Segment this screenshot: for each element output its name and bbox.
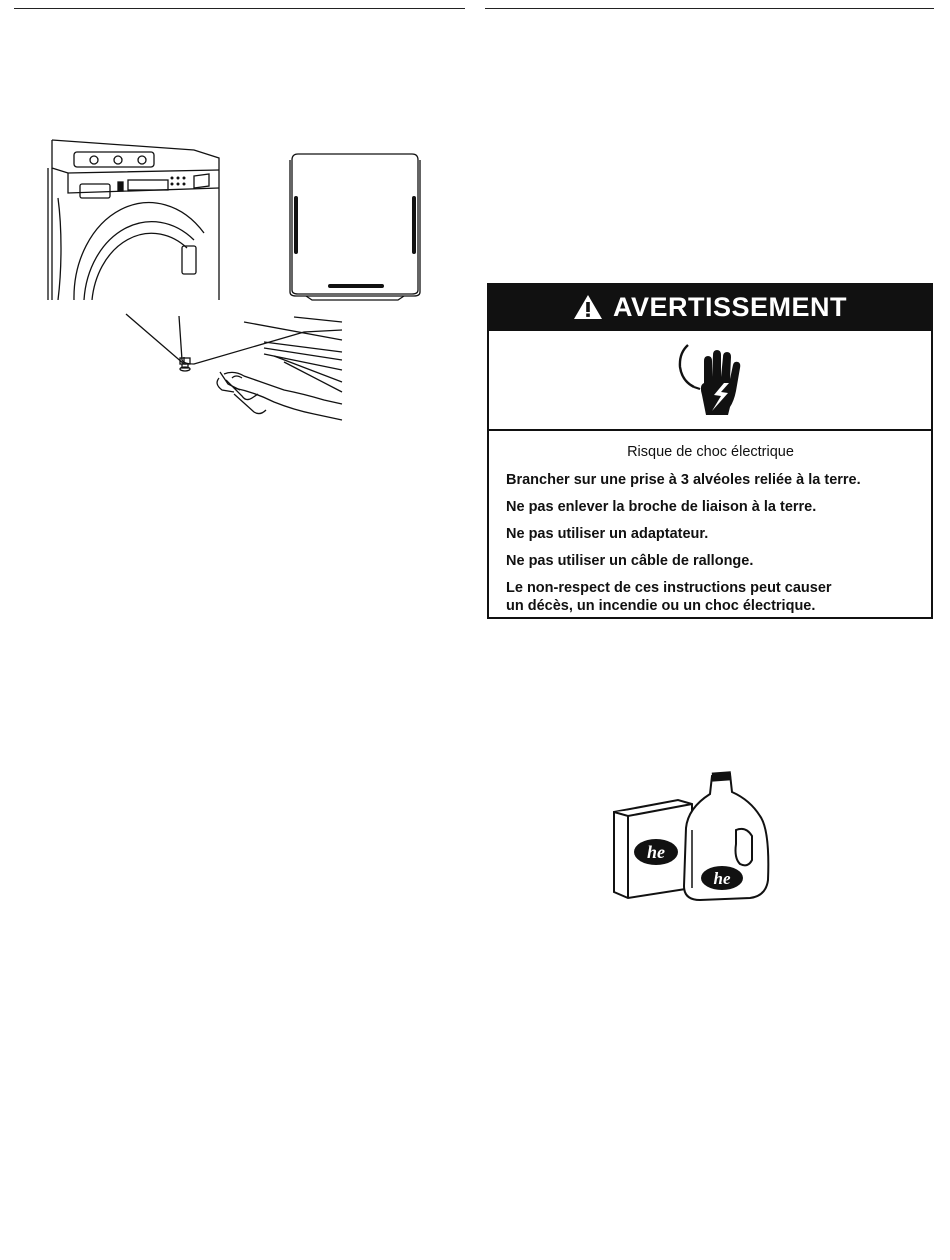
warning-consequence-line2: un décès, un incendie ou un choc électrique.: [506, 598, 816, 614]
bottle-he-logo-text: he: [713, 869, 731, 888]
he-detergent-illustration: [600, 770, 780, 904]
warning-instruction: Ne pas enlever la broche de liaison à la terre.: [506, 499, 817, 515]
box-he-logo-text: he: [647, 842, 665, 862]
warning-risk-title: Risque de choc électrique: [627, 444, 794, 460]
leveling-foot-wrench-illustration: [124, 312, 344, 424]
warning-icon-row: [489, 331, 931, 431]
warning-header: [489, 285, 931, 331]
electric-shock-hand-icon: [674, 341, 746, 419]
dryer-door-view-illustration: [286, 152, 424, 302]
dryer-front-illustration: [44, 138, 224, 300]
electrical-shock-warning-box: [487, 283, 933, 619]
warning-instruction: Ne pas utiliser un adaptateur.: [506, 526, 709, 542]
top-rule-left: [14, 8, 465, 9]
warning-text: [489, 431, 931, 615]
top-rule-right: [485, 8, 934, 9]
warning-triangle-icon: [573, 294, 603, 320]
warning-instruction: Ne pas utiliser un câble de rallonge.: [506, 553, 754, 569]
warning-consequence-line1: Le non-respect de ces instructions peut causer: [506, 580, 832, 596]
warning-title: AVERTISSEMENT: [612, 291, 848, 322]
warning-instruction: Brancher sur une prise à 3 alvéoles reliée à la terre.: [506, 472, 861, 488]
